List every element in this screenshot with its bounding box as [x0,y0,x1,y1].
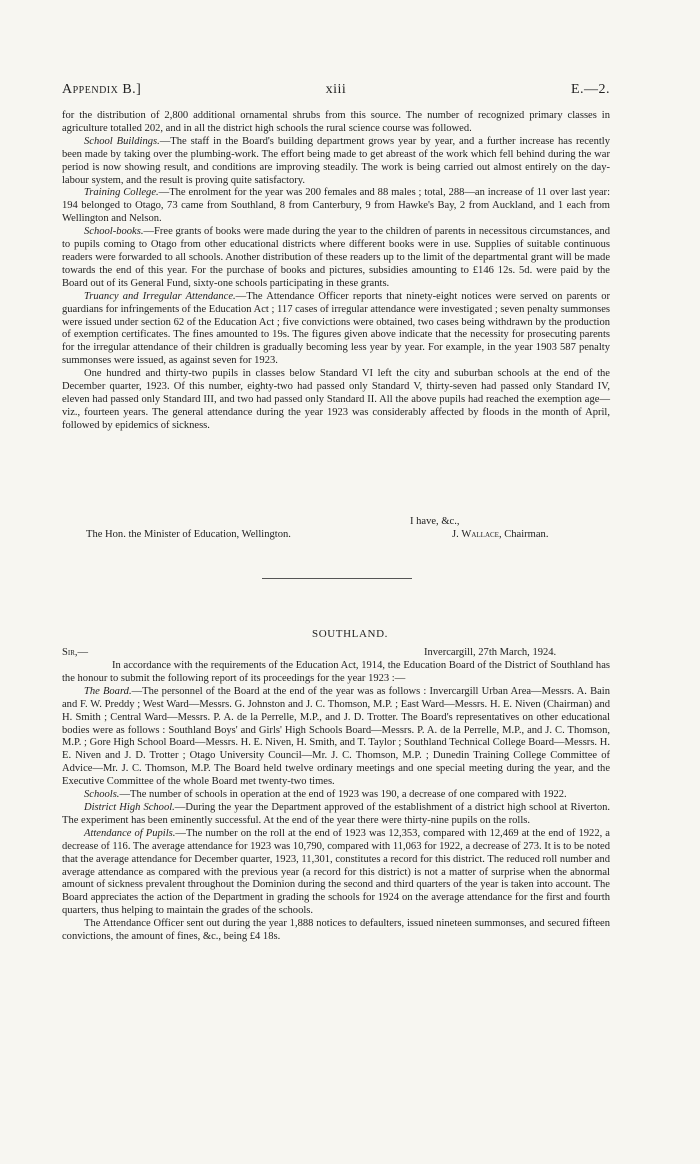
paragraph-district-high-school: District High School.—During the year the Department approved of the establishment of a district high school at Riverton. The experiment has been eminently successful. At the end of the year there were thirty-nine pupils on the rolls. [62,801,610,826]
signer: J. Wallace, Chairman. [452,529,549,540]
heading-school-books: School-books. [84,226,144,238]
salutation: Sir,— [62,647,89,658]
signer-name: Wallace [461,529,499,540]
heading-schools: Schools. [84,789,120,801]
closing-line: I have, &c., [410,516,460,527]
section-divider [262,578,412,579]
header-paper-code: E.—2. [570,82,610,97]
heading-district-high-school: District High School. [84,801,175,813]
paragraph-intro: In accordance with the requirements of the Education Act, 1914, the Education Board of the District of Southland has the honour to submit the following report of its proceedings for the year 1923 :— [62,660,610,684]
heading-training-college: Training College. [84,187,159,199]
section-title: SOUTHLAND. [312,628,388,640]
southland-report-section [62,660,610,944]
place-date: Invercargill, 27th March, 1924. [424,647,557,658]
heading-the-board: The Board. [84,685,132,697]
paragraph-school-books: School-books.—Free grants of books were made during the year to the children of parents in necessitous circumstances, and to pupils coming to Otago from other educational districts where different books were in use. Supplies of suitable continuous readers were forwarded to all schools. Another distribution of these readers up to the limit of the departmental grant will be made towards the end of this year. For the purchase of books and pictures, subsidies amounting to £146 12s. 5d. were paid by the Board out of its General Fund, sixty-one schools participating in these grants. [62,226,610,289]
heading-attendance: Attendance of Pupils. [84,827,176,839]
paragraph-schools: Schools.—The number of schools in operation at the end of 1923 was 190, a decrease of one compared with 1922. [84,789,567,801]
heading-school-buildings: School Buildings. [84,135,160,147]
paragraph-attendance: Attendance of Pupils.—The number on the roll at the end of 1923 was 12,353, compared with 12,469 at the end of 1922, a decrease of 116. The average attendance for 1923 was 10,790, compared with 11,063 for 1922, a decrease of 273. It is to be noted that the average attendance for December quarter, 1923, 11,301, constitutes a record for this district. The reduced roll number and average attendance as compared with the previous year (a record for this district) is not a matter of surprise when the abnormal amount of sickness prevalent throughout the Dominion during the second and third quarters of the year is taken into account. The Board appreciates the action of the Department in grading the schools for 1924 on the average attendance for the first and fourth quarters, thus helping to maintain the grades of the schools. [62,827,610,917]
paragraph-pupils-left: One hundred and thirty-two pupils in classes below Standard VI left the city and suburban schools at the end of the December quarter, 1923. Of this number, eighty-two had passed only Standard V, thirty-seven had passed only Standard IV, eleven had passed only Standard III, and two had passed only Standard II. All the above pupils had reached the exemption age—viz., fourteen years. The general attendance during the year 1923 was considerably affected by floods in the month of April, followed by epidemics of sickness. [62,368,610,431]
page-header [62,82,610,102]
otago-report-section [62,110,610,433]
header-appendix: Appendix B.] [62,82,142,97]
paragraph-attendance-officer: The Attendance Officer sent out during the year 1,888 notices to defaulters, issued nineteen summonses, and secured fifteen convictions, the amount of fines, &c., being £4 18s. [62,918,610,943]
paragraph-truancy: Truancy and Irregular Attendance.—The Attendance Officer reports that ninety-eight notices were served on parents or guardians for infringements of the Education Act ; 117 cases of irregular attendance were investigated ; seven penalty summonses were issued under section 62 of the Education Act ; five convictions were obtained, two cases being withdrawn by the production of exemption certificates. The fines amounted to 19s. The figures given above indicate that the necessity for prosecuting parents for the irregular attendance of their children is gradually becoming less year by year. For example, in the year 1903 587 penalty summonses were issued, as against seven for 1923. [62,290,610,367]
paragraph-agriculture: for the distribution of 2,800 additional ornamental shrubs from this source. The number of recognized primary classes in agriculture totalled 202, and in all the district high schools the rural science course was followed. [62,110,610,134]
addressee: The Hon. the Minister of Education, Wellington. [86,529,291,540]
heading-truancy: Truancy and Irregular Attendance. [84,290,236,302]
paragraph-school-buildings: School Buildings.—The staff in the Board's building department grows year by year, and a further increase has recently been made by taking over the plumbing-work. The effort being made to get abreast of the work which fell behind during the war period is now showing result, and conditions are improving steadily. The work is being carried out almost entirely on the day-labour system, and the result is proving quite satisfactory. [62,135,610,186]
paragraph-the-board: The Board.—The personnel of the Board at the end of the year was as follows : Invercargill Urban Area—Messrs. A. Bain and F. W. Preddy ; West Ward—Messrs. G. Johnston and J. C. Thomson, M.P. ; East Ward—Messrs. H. E. Niven (Chairman) and H. Smith ; Central Ward—Messrs. P. A. de la Perrelle, M.P., and J. D. Trotter. The Board's representatives on other educational bodies were as follows : Southland Boys' and Girls' High Schools Board—Messrs. P. A. de la Perrelle, M.P., and J. C. Thomson, M.P. ; Gore High School Board—Messrs. H. E. Niven, H. Smith, and T. Taylor ; Southland Technical College Board—Messrs. H. E. Niven and J. D. Trotter ; Otago University Council—Mr. J. C. Thomson, M.P. ; Dunedin Training College Committee of Advice—Mr. J. C. Thomson, M.P. The Board held twelve ordinary meetings and one special meeting during the year, and the Executive Committee of the whole Board met twenty-two times. [62,685,611,788]
paragraph-training-college: Training College.—The enrolment for the year was 200 females and 88 males ; total, 288—an increase of 11 over last year: 194 belonged to Otago, 73 came from Southland, 8 from Canterbury, 9 from Hawke's Bay, 2 from Auckland, and 1 each from Wellington and Nelson. [62,187,610,225]
header-page-number: xiii [325,82,347,97]
